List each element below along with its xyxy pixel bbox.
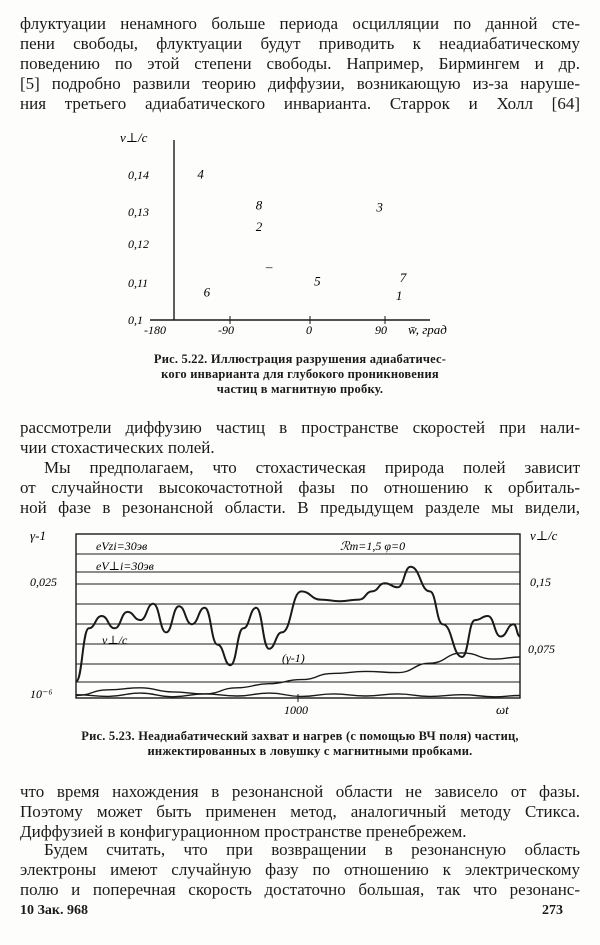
figure-5-22-caption	[110, 352, 490, 397]
y-tick-label: 0,14	[128, 168, 149, 182]
x-axis-label: ωt	[496, 702, 509, 717]
caption-line: Рис. 5.23. Неадиабатический захват и нагрев (с помощью ВЧ поля) частиц,	[81, 729, 519, 743]
text-line: [5] подробно развили теорию диффузии, возникающую из-за наруше-	[20, 74, 580, 93]
x-tick-label: -180	[144, 323, 166, 337]
text-line: рассмотрели диффузию частиц в пространстве скоростей при нали-	[20, 418, 580, 437]
paragraph-2	[20, 418, 580, 458]
paragraph-3	[20, 458, 580, 518]
x-axis-label: w̄, град	[408, 322, 447, 337]
paragraph-5	[20, 840, 580, 900]
right-tick-label: 0,15	[530, 575, 551, 589]
scatter-annotation: –	[265, 259, 273, 275]
text-line: чии стохастических полей.	[20, 438, 215, 457]
y-axis-label: v⊥/c	[120, 130, 148, 145]
scatter-point-label: 1	[395, 288, 403, 304]
caption-line: частиц в магнитную пробку.	[216, 382, 384, 396]
x-tick-label: 0	[306, 323, 312, 337]
text-line: поведению по этой степени свободы. Например, Бирмингем и др.	[20, 54, 580, 73]
parameters-label: ℛm=1,5 φ=0	[340, 539, 406, 553]
scatter-point-label: 6	[203, 284, 211, 300]
scatter-point-label: 8	[255, 197, 263, 213]
footer-signature: 10 Зак. 968	[20, 903, 88, 918]
scatter-point-label: 2	[255, 219, 263, 235]
text-line: флуктуации ненамного больше периода осцилляции по данной сте-	[20, 14, 580, 33]
left-tick-label: 0,025	[30, 575, 57, 589]
text-line: пени свободы, флуктуации будут приводить к неадиабатическому	[20, 34, 580, 53]
text-line: электроны имеют случайную фазу по отношению к электрическому	[20, 860, 580, 879]
x-tick-label: 90	[375, 323, 387, 337]
figure-5-23-chart	[20, 526, 580, 722]
x-tick-label: -90	[218, 323, 234, 337]
y-tick-label: 0,11	[128, 276, 149, 290]
y-tick-label: 0,12	[128, 237, 149, 251]
left-axis-label: γ-1	[30, 528, 46, 543]
caption-line: Рис. 5.22. Иллюстрация разрушения адиабатичес-	[153, 352, 447, 366]
text-line: что время нахождения в резонансной области не зависело от фазы.	[20, 782, 580, 801]
y-tick-label: 0,1	[128, 313, 143, 327]
legend-ezi: eVzi=30эв	[96, 539, 148, 553]
text-line: от случайности высокочастотной фазы по отношению к орбиталь-	[20, 478, 580, 497]
x-tick-label: 1000	[284, 703, 308, 717]
right-tick-label: 0,075	[528, 642, 555, 656]
paragraph-4	[20, 782, 580, 842]
text-line: Будем считать, что при возвращении в резонансную область	[44, 840, 580, 859]
scatter-point-label: 7	[399, 269, 407, 285]
figure-5-22-scatter	[110, 120, 470, 342]
curve-label-v: v⊥/c	[102, 633, 128, 647]
text-line: полю и поперечная скорость достаточно большая, так что резонанс-	[20, 880, 580, 899]
page-number: 273	[542, 903, 563, 918]
text-line: ния третьего адиабатического инварианта. Старрок и Холл [64]	[20, 94, 580, 113]
caption-line: инжектированных в ловушку с магнитными пробками.	[147, 744, 473, 758]
text-line: Поэтому может быть применен метод, аналогичный методу Стикса.	[20, 802, 580, 821]
curve-label-gamma: (γ-1)	[282, 651, 305, 665]
paragraph-1	[20, 14, 580, 114]
caption-line: кого инварианта для глубокого проникновения	[161, 367, 439, 381]
left-tick-label: 10⁻⁶	[30, 687, 53, 701]
right-axis-label: v⊥/c	[530, 528, 558, 543]
scatter-point-label: 5	[314, 273, 321, 289]
text-line: ной фазе в резонансной области. В предыдущем разделе мы видели,	[20, 498, 580, 517]
scatter-point-label: 3	[376, 199, 383, 215]
scatter-point-label: 4	[197, 166, 204, 182]
text-line: Мы предполагаем, что стохастическая природа полей зависит	[44, 458, 580, 477]
text-line: Диффузией в конфигурационном пространстве пренебрежем.	[20, 822, 467, 841]
figure-5-23-caption	[20, 729, 580, 759]
legend-eperp: eV⊥i=30эв	[96, 559, 154, 573]
y-tick-label: 0,13	[128, 205, 149, 219]
